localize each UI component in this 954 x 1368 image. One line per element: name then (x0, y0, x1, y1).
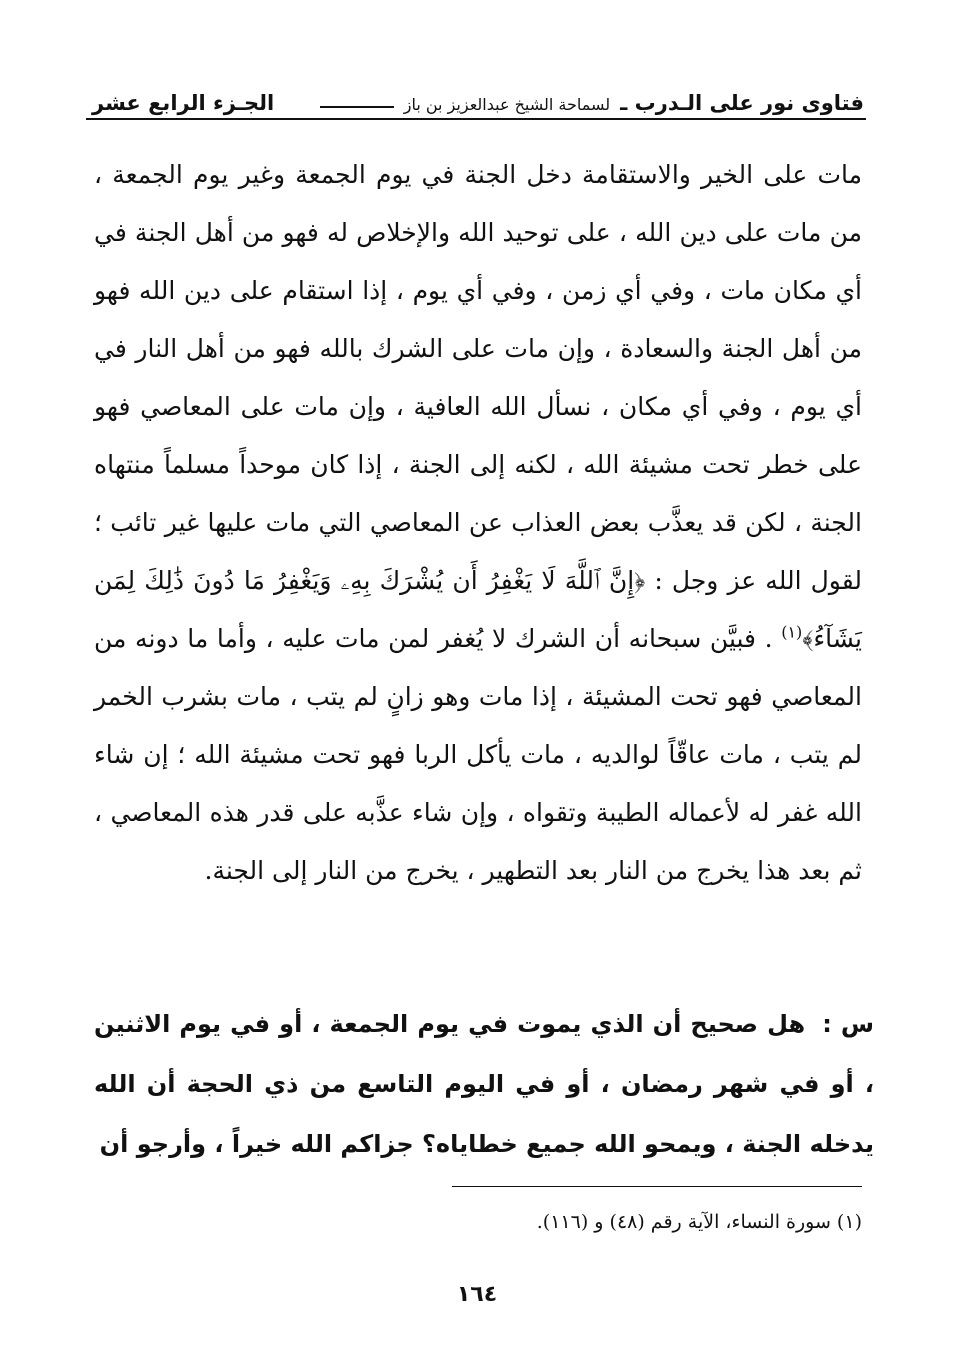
body-text-after-verse: . فبيَّن سبحانه أن الشرك لا يُغفر لمن مات عليه ، وأما ما دونه من المعاصي فهو تحت المشيئة ، إذا مات وهو زانٍ لم يتب ، مات بشرب الخمر لم يتب ، مات عاقّاً لوالديه ، مات يأكل الربا فهو تحت مشيئة الله ؛ إن شاء الله غفر له لأعماله الطيبة وتقواه ، وإن شاء عذَّبه على قدر هذه المعاصي ، ثم بعد هذا يخرج من النار بعد التطهير ، يخرج من النار إلى الجنة. (94, 624, 862, 885)
footnote-divider (452, 1186, 862, 1187)
question-text: هل صحيح أن الذي يموت في يوم الجمعة ، أو في يوم الاثنين ، أو في شهر رمضان ، أو في اليوم التاسع من ذي الحجة أن الله يدخله الجنة ، ويمحو الله جميع خطاياه؟ جزاكم الله خيراً ، وأرجو أن (94, 1010, 874, 1158)
footnote-marker: (١) (781, 622, 803, 642)
fatwa-body (94, 146, 862, 900)
body-text-before-verse: مات على الخير والاستقامة دخل الجنة في يوم الجمعة وغير يوم الجمعة ، من مات على دين الله ، على توحيد الله والإخلاص له فهو من أهل الجنة في أي مكان مات ، وفي أي زمن ، وفي أي يوم ، إذا استقام على دين الله فهو من أهل الجنة والسعادة ، وإن مات على الشرك بالله فهو من أهل النار في أي يوم ، وفي أي مكان ، نسأل الله العافية ، وإن مات على المعاصي فهو على خطر تحت مشيئة الله ، لكنه إلى الجنة ، إذا كان موحداً مسلماً منتهاه الجنة ، لكن قد يعذَّب بعض العذاب عن المعاصي التي مات عليها غير تائب ؛ لقول الله عز وجل : (94, 160, 862, 595)
body-paragraph (94, 146, 862, 900)
quran-verse: ﴿إِنَّ ٱللَّهَ لَا يَغْفِرُ أَن يُشْرَكَ بِهِۦ وَيَغْفِرُ مَا دُونَ ذَٰلِكَ لِمَن يَشَآءُ﴾ (94, 566, 862, 653)
question-paragraph (94, 994, 874, 1174)
question-block (94, 994, 874, 1174)
volume-label: الجـزء الرابع عشر (92, 91, 275, 115)
running-header (92, 78, 864, 114)
header-title-group (320, 93, 864, 114)
question-label: س : (822, 1010, 875, 1038)
author-line: لسماحة الشيخ عبدالعزيز بن باز (403, 94, 611, 114)
series-title: فتاوى نور على الـدرب ـ (620, 91, 864, 115)
header-dash-rule (320, 106, 394, 108)
page-number: ١٦٤ (456, 1282, 498, 1307)
header-divider (86, 118, 866, 120)
footnote: (١) سورة النساء، الآية رقم (٤٨) و (١١٦). (536, 1211, 862, 1233)
